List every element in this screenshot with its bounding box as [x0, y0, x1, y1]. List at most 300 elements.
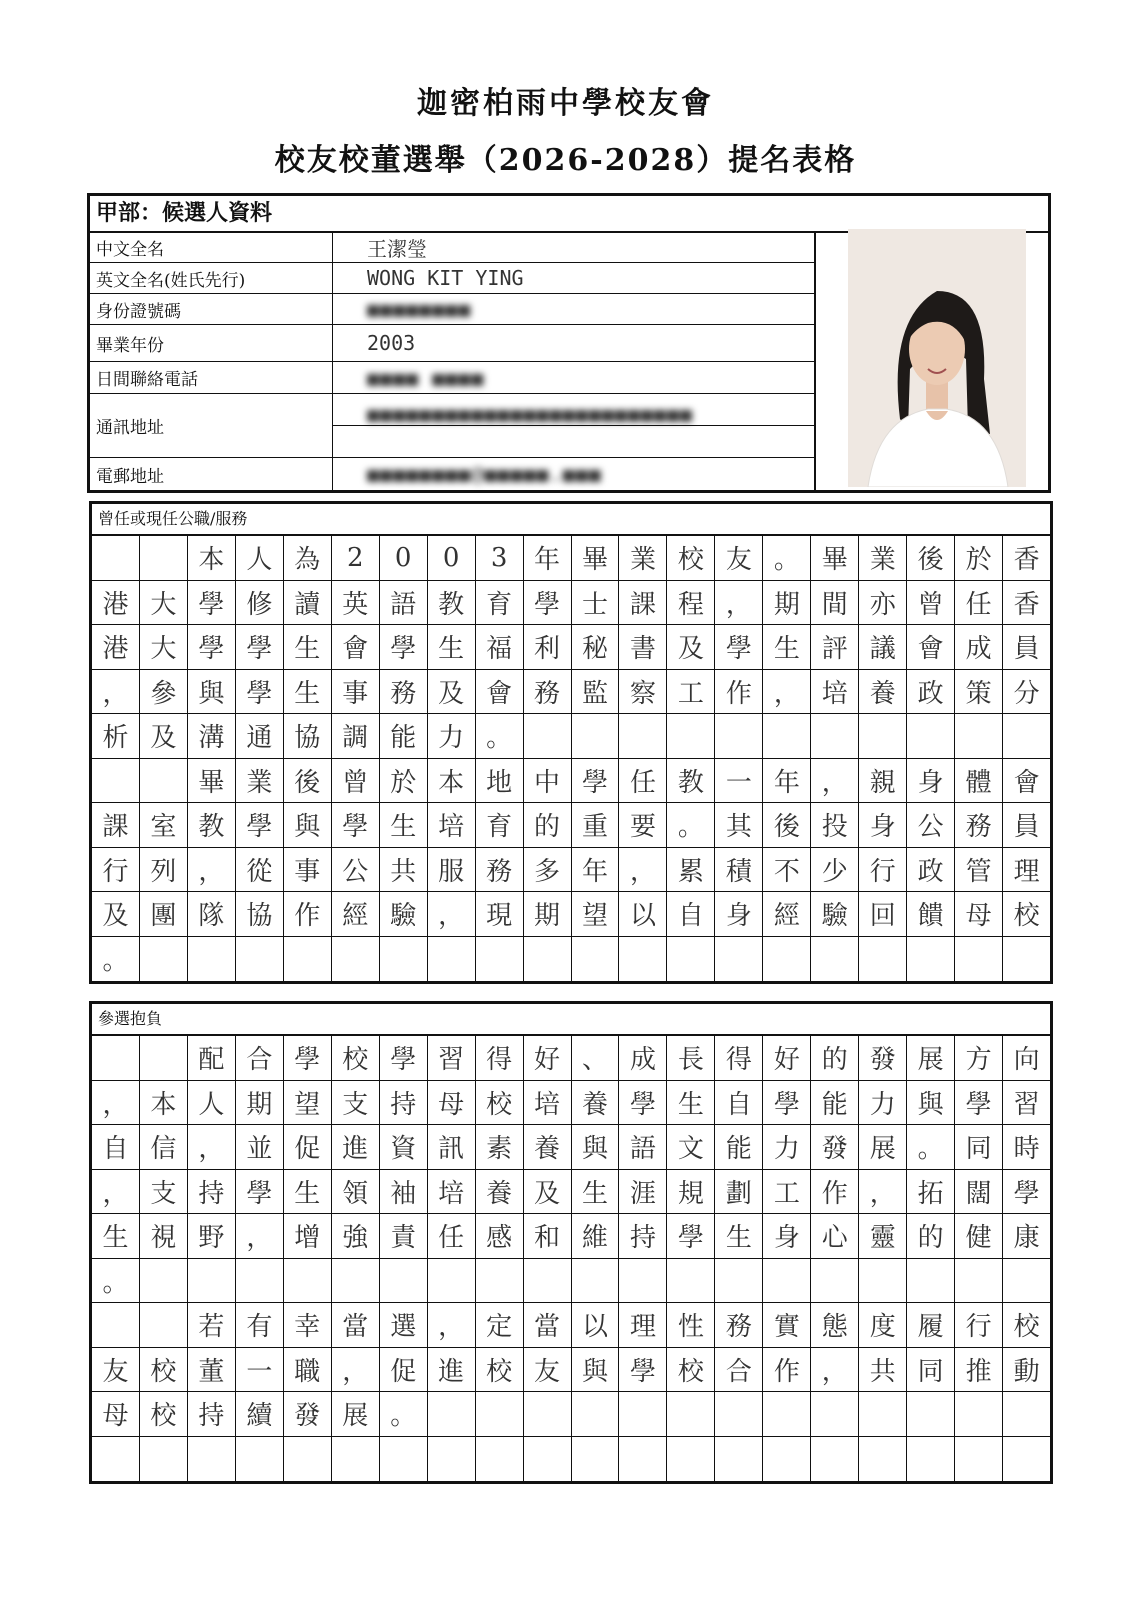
vision-cell: 拓 [907, 1170, 955, 1214]
vision-cell: 校 [332, 1036, 380, 1080]
vision-cell: 的 [907, 1214, 955, 1258]
vision-cell [332, 1259, 380, 1303]
service-cell: 語 [380, 581, 428, 625]
vision-cell: ， [811, 1348, 859, 1392]
service-cell [715, 937, 763, 982]
vision-cell: 感 [476, 1214, 524, 1258]
vision-cell: 生 [715, 1214, 763, 1258]
field-row-english-name [90, 263, 814, 294]
service-cell: 學 [715, 625, 763, 669]
service-cell: 列 [140, 848, 188, 892]
vision-cell [619, 1437, 667, 1482]
vision-cell: 訊 [428, 1125, 476, 1169]
service-cell: 行 [859, 848, 907, 892]
service-cell: 重 [572, 803, 620, 847]
service-cell: 利 [524, 625, 572, 669]
service-grid [92, 536, 1050, 981]
vision-cell: 校 [476, 1348, 524, 1392]
service-cell: ， [188, 848, 236, 892]
service-cell: 地 [476, 759, 524, 803]
vision-cell: 務 [715, 1303, 763, 1347]
vision-cell: 母 [92, 1392, 140, 1436]
service-cell: 期 [524, 892, 572, 936]
service-cell: 教 [188, 803, 236, 847]
service-cell: 於 [380, 759, 428, 803]
address-divider [333, 425, 814, 426]
vision-cell [811, 1392, 859, 1436]
service-cell: 經 [332, 892, 380, 936]
service-cell: 饋 [907, 892, 955, 936]
vision-cell [476, 1392, 524, 1436]
vision-cell [859, 1392, 907, 1436]
vision-cell [92, 1303, 140, 1347]
service-cell: 現 [476, 892, 524, 936]
service-cell [667, 714, 715, 758]
vision-cell [1003, 1392, 1050, 1436]
service-cell: 協 [236, 892, 284, 936]
vision-cell: 資 [380, 1125, 428, 1169]
vision-cell: 學 [380, 1036, 428, 1080]
service-cell: 香 [1013, 545, 1040, 576]
vision-cell: ， [92, 1081, 140, 1125]
vision-cell [92, 1036, 140, 1080]
field-label: 日間聯絡電話 [90, 362, 333, 393]
vision-cell: 學 [667, 1214, 715, 1258]
service-cell: 福 [476, 625, 524, 669]
vision-cell: 學 [236, 1170, 284, 1214]
service-cell: 年 [572, 848, 620, 892]
vision-cell: 望 [284, 1081, 332, 1125]
service-cell: 及 [140, 714, 188, 758]
vision-cell: 的 [811, 1036, 859, 1080]
service-cell [907, 937, 955, 982]
vision-cell: 力 [763, 1125, 811, 1169]
service-row [92, 848, 1050, 893]
vision-cell [92, 1437, 140, 1482]
service-cell: 團 [140, 892, 188, 936]
vision-cell: 與 [572, 1125, 620, 1169]
vision-cell: 語 [619, 1125, 667, 1169]
vision-cell: 本 [140, 1081, 188, 1125]
service-cell: 行 [92, 848, 140, 892]
service-cell: 策 [955, 670, 1003, 714]
vision-cell: ， [428, 1303, 476, 1347]
graduation-year-value: 2003 [367, 331, 416, 355]
service-row [92, 892, 1050, 937]
service-cell [1003, 937, 1050, 982]
vision-cell: 和 [524, 1214, 572, 1258]
service-cell: 本 [188, 536, 236, 580]
service-cell: 讀 [284, 581, 332, 625]
service-cell: 及 [92, 892, 140, 936]
vision-cell: 。 [92, 1259, 140, 1303]
vision-cell: 學 [619, 1081, 667, 1125]
vision-cell: 幸 [284, 1303, 332, 1347]
field-label: 通訊地址 [90, 394, 333, 457]
service-cell [1003, 714, 1050, 758]
service-cell: 畢 [572, 536, 620, 580]
vision-cell: 維 [572, 1214, 620, 1258]
service-section [89, 501, 1053, 984]
service-cell: 望 [572, 892, 620, 936]
vision-cell: 性 [667, 1303, 715, 1347]
vision-cell: 校 [140, 1348, 188, 1392]
service-cell: 課 [92, 803, 140, 847]
vision-cell: 當 [332, 1303, 380, 1347]
vision-cell [715, 1392, 763, 1436]
service-cell: 英 [332, 581, 380, 625]
service-cell: 業 [859, 536, 907, 580]
service-cell [140, 536, 188, 580]
service-row [92, 670, 1050, 715]
service-cell: 積 [715, 848, 763, 892]
vision-cell: 促 [284, 1125, 332, 1169]
service-cell: 會 [476, 670, 524, 714]
vision-cell [667, 1392, 715, 1436]
vision-cell: 支 [140, 1170, 188, 1214]
vision-cell: 袖 [380, 1170, 428, 1214]
vision-cell: 方 [955, 1036, 1003, 1080]
vision-cell: 期 [236, 1081, 284, 1125]
service-cell [859, 937, 907, 982]
service-cell: 培 [811, 670, 859, 714]
service-cell: 學 [188, 625, 236, 669]
vision-cell [811, 1437, 859, 1482]
service-cell: 0 [428, 536, 476, 580]
vision-cell: 作 [811, 1170, 859, 1214]
vision-cell: 向 [1013, 1045, 1040, 1076]
service-cell: 務 [380, 670, 428, 714]
vision-cell: 生 [667, 1081, 715, 1125]
service-cell: 務 [955, 803, 1003, 847]
vision-cell: 心 [811, 1214, 859, 1258]
service-cell: 生 [428, 625, 476, 669]
service-cell: 作 [284, 892, 332, 936]
vision-cell: 培 [524, 1081, 572, 1125]
service-cell: 與 [188, 670, 236, 714]
service-row [92, 581, 1050, 626]
service-cell: 分 [1013, 678, 1040, 709]
service-cell: 學 [380, 625, 428, 669]
vision-cell: 責 [380, 1214, 428, 1258]
vision-cell: 。 [907, 1125, 955, 1169]
vision-cell [524, 1437, 572, 1482]
service-cell: 驗 [811, 892, 859, 936]
vision-cell: 理 [619, 1303, 667, 1347]
vision-cell: 健 [955, 1214, 1003, 1258]
vision-row [92, 1214, 1050, 1259]
id-number-value: ■■■■■■■■ [367, 297, 472, 321]
vision-cell: 共 [859, 1348, 907, 1392]
vision-cell: 生 [92, 1214, 140, 1258]
service-cell: 。 [476, 714, 524, 758]
vision-cell: 習 [428, 1036, 476, 1080]
vision-cell: 續 [236, 1392, 284, 1436]
vision-cell: 涯 [619, 1170, 667, 1214]
service-cell: 經 [763, 892, 811, 936]
vision-cell: 信 [140, 1125, 188, 1169]
vision-cell: 校 [667, 1348, 715, 1392]
vision-cell: 身 [763, 1214, 811, 1258]
service-cell: 年 [524, 536, 572, 580]
service-cell: 書 [619, 625, 667, 669]
field-row-id-number [90, 294, 814, 325]
service-cell: 為 [284, 536, 332, 580]
service-cell: 參 [140, 670, 188, 714]
service-row [92, 536, 1050, 581]
vision-cell [236, 1259, 284, 1303]
service-cell: 校 [667, 536, 715, 580]
service-cell: 成 [955, 625, 1003, 669]
service-cell: 年 [763, 759, 811, 803]
service-cell: 服 [428, 848, 476, 892]
vision-section [89, 1001, 1053, 1484]
service-cell: 士 [572, 581, 620, 625]
vision-cell [236, 1437, 284, 1482]
service-cell [236, 937, 284, 982]
service-cell: 後 [907, 536, 955, 580]
vision-cell: 好 [524, 1036, 572, 1080]
service-cell: 回 [859, 892, 907, 936]
vision-row [92, 1259, 1050, 1304]
vision-cell: 文 [667, 1125, 715, 1169]
service-cell: 員 [1013, 634, 1040, 665]
service-cell: 調 [332, 714, 380, 758]
field-row-email [90, 458, 814, 490]
service-cell: 友 [715, 536, 763, 580]
service-cell: 教 [428, 581, 476, 625]
service-cell: 香 [1013, 589, 1040, 620]
service-cell: 。 [667, 803, 715, 847]
vision-cell: 作 [763, 1348, 811, 1392]
service-cell [715, 714, 763, 758]
vision-cell: 促 [380, 1348, 428, 1392]
vision-cell: 素 [476, 1125, 524, 1169]
service-cell [476, 937, 524, 982]
service-cell: 從 [236, 848, 284, 892]
service-cell: 溝 [188, 714, 236, 758]
service-cell: 議 [859, 625, 907, 669]
service-cell: ， [763, 670, 811, 714]
vision-cell [1003, 1437, 1050, 1482]
vision-cell: 學 [955, 1081, 1003, 1125]
service-cell: 多 [524, 848, 572, 892]
vision-cell: 當 [524, 1303, 572, 1347]
vision-cell: 動 [1013, 1356, 1040, 1387]
service-cell: 大 [140, 625, 188, 669]
service-cell [955, 714, 1003, 758]
vision-cell: 力 [859, 1081, 907, 1125]
vision-cell: 持 [380, 1081, 428, 1125]
field-label: 畢業年份 [90, 325, 333, 361]
service-cell: 會 [1013, 767, 1040, 798]
vision-cell [763, 1392, 811, 1436]
vision-cell: 合 [715, 1348, 763, 1392]
vision-cell: 自 [92, 1125, 140, 1169]
vision-cell: 學 [1013, 1178, 1040, 1209]
service-cell: 及 [667, 625, 715, 669]
vision-cell [572, 1259, 620, 1303]
service-cell: 會 [907, 625, 955, 669]
field-row-chinese-name [90, 233, 814, 263]
vision-cell [715, 1437, 763, 1482]
service-cell: 通 [236, 714, 284, 758]
vision-cell: 度 [859, 1303, 907, 1347]
vision-cell [907, 1259, 955, 1303]
service-cell: 評 [811, 625, 859, 669]
service-cell: 身 [907, 759, 955, 803]
vision-row [92, 1348, 1050, 1393]
service-cell: 少 [811, 848, 859, 892]
service-cell [380, 937, 428, 982]
vision-cell: 學 [284, 1036, 332, 1080]
form-title-organization: 迦密柏雨中學校友會 [417, 86, 714, 121]
service-cell [524, 937, 572, 982]
vision-cell [524, 1259, 572, 1303]
service-cell: 其 [715, 803, 763, 847]
vision-row [92, 1125, 1050, 1170]
service-cell: 不 [763, 848, 811, 892]
vision-cell [619, 1259, 667, 1303]
service-cell: 能 [380, 714, 428, 758]
service-cell: 3 [476, 536, 524, 580]
vision-grid [92, 1036, 1050, 1481]
vision-cell: 同 [955, 1125, 1003, 1169]
vision-cell: 康 [1013, 1223, 1040, 1254]
vision-cell [907, 1392, 955, 1436]
vision-cell [955, 1392, 1003, 1436]
vision-cell [428, 1259, 476, 1303]
service-cell: 累 [667, 848, 715, 892]
section-a-candidate-info [87, 193, 1051, 493]
vision-cell: 展 [859, 1125, 907, 1169]
service-cell: 學 [524, 581, 572, 625]
vision-cell: 董 [188, 1348, 236, 1392]
field-label: 中文全名 [90, 233, 333, 262]
service-cell: 秘 [572, 625, 620, 669]
vision-cell: 持 [188, 1392, 236, 1436]
vision-cell: 推 [955, 1348, 1003, 1392]
vision-cell [428, 1437, 476, 1482]
service-cell: 2 [332, 536, 380, 580]
service-cell: 一 [715, 759, 763, 803]
service-cell: 養 [859, 670, 907, 714]
vision-row [92, 1170, 1050, 1215]
vision-cell: 選 [380, 1303, 428, 1347]
vision-cell: 規 [667, 1170, 715, 1214]
service-row [92, 803, 1050, 848]
vision-cell [476, 1259, 524, 1303]
daytime-phone-value: ■■■■ ■■■■ [367, 365, 485, 390]
service-cell: 管 [955, 848, 1003, 892]
service-cell: 驗 [380, 892, 428, 936]
service-cell [284, 937, 332, 982]
vision-cell: 強 [332, 1214, 380, 1258]
service-cell: 監 [572, 670, 620, 714]
vision-cell: 支 [332, 1081, 380, 1125]
vision-cell: 若 [188, 1303, 236, 1347]
service-row [92, 937, 1050, 982]
service-cell: 業 [619, 536, 667, 580]
service-cell: 本 [428, 759, 476, 803]
vision-cell: 定 [476, 1303, 524, 1347]
vision-cell [428, 1392, 476, 1436]
service-cell: 曾 [332, 759, 380, 803]
service-cell: 學 [572, 759, 620, 803]
vision-cell: 人 [188, 1081, 236, 1125]
vision-cell: 行 [955, 1303, 1003, 1347]
service-cell: 任 [955, 581, 1003, 625]
field-row-daytime-phone [90, 362, 814, 394]
service-cell [92, 759, 140, 803]
field-label: 電郵地址 [90, 458, 333, 490]
vision-cell [284, 1259, 332, 1303]
vision-cell [188, 1437, 236, 1482]
vision-row [92, 1303, 1050, 1348]
service-cell: 培 [428, 803, 476, 847]
vision-cell: 發 [811, 1125, 859, 1169]
vision-cell: ， [92, 1170, 140, 1214]
vision-cell [188, 1259, 236, 1303]
vision-cell: 學 [763, 1081, 811, 1125]
service-cell [572, 937, 620, 982]
service-cell: 要 [619, 803, 667, 847]
vision-cell: 及 [524, 1170, 572, 1214]
english-name-value: WONG KIT YING [367, 266, 524, 290]
service-cell: 隊 [188, 892, 236, 936]
service-row [92, 625, 1050, 670]
service-cell: 畢 [811, 536, 859, 580]
service-cell: ， [92, 670, 140, 714]
vision-cell [380, 1437, 428, 1482]
service-cell: 析 [92, 714, 140, 758]
service-cell: 。 [763, 536, 811, 580]
service-cell: 曾 [907, 581, 955, 625]
service-cell: 體 [955, 759, 1003, 803]
vision-row [92, 1081, 1050, 1126]
vision-cell: 友 [524, 1348, 572, 1392]
service-cell: 力 [428, 714, 476, 758]
service-cell [955, 937, 1003, 982]
vision-cell: 靈 [859, 1214, 907, 1258]
vision-cell [859, 1437, 907, 1482]
vision-cell [284, 1437, 332, 1482]
service-cell: ， [619, 848, 667, 892]
service-cell: 大 [140, 581, 188, 625]
service-cell: 政 [907, 670, 955, 714]
service-cell: 0 [380, 536, 428, 580]
vision-cell [955, 1437, 1003, 1482]
vision-cell: 增 [284, 1214, 332, 1258]
service-cell [811, 714, 859, 758]
vision-cell [715, 1259, 763, 1303]
service-cell: 於 [955, 536, 1003, 580]
service-cell: 港 [92, 625, 140, 669]
vision-cell: 合 [236, 1036, 284, 1080]
field-row-graduation-year [90, 325, 814, 362]
service-cell: 以 [619, 892, 667, 936]
service-cell: 親 [859, 759, 907, 803]
vision-cell: 生 [284, 1170, 332, 1214]
service-cell: 理 [1013, 856, 1040, 887]
service-cell: 後 [284, 759, 332, 803]
vision-cell [140, 1437, 188, 1482]
vision-cell [140, 1036, 188, 1080]
service-cell [188, 937, 236, 982]
service-cell: 與 [284, 803, 332, 847]
email-value: ■■■■■■■■@■■■■■.■■■ [367, 462, 602, 486]
vision-cell: 態 [811, 1303, 859, 1347]
